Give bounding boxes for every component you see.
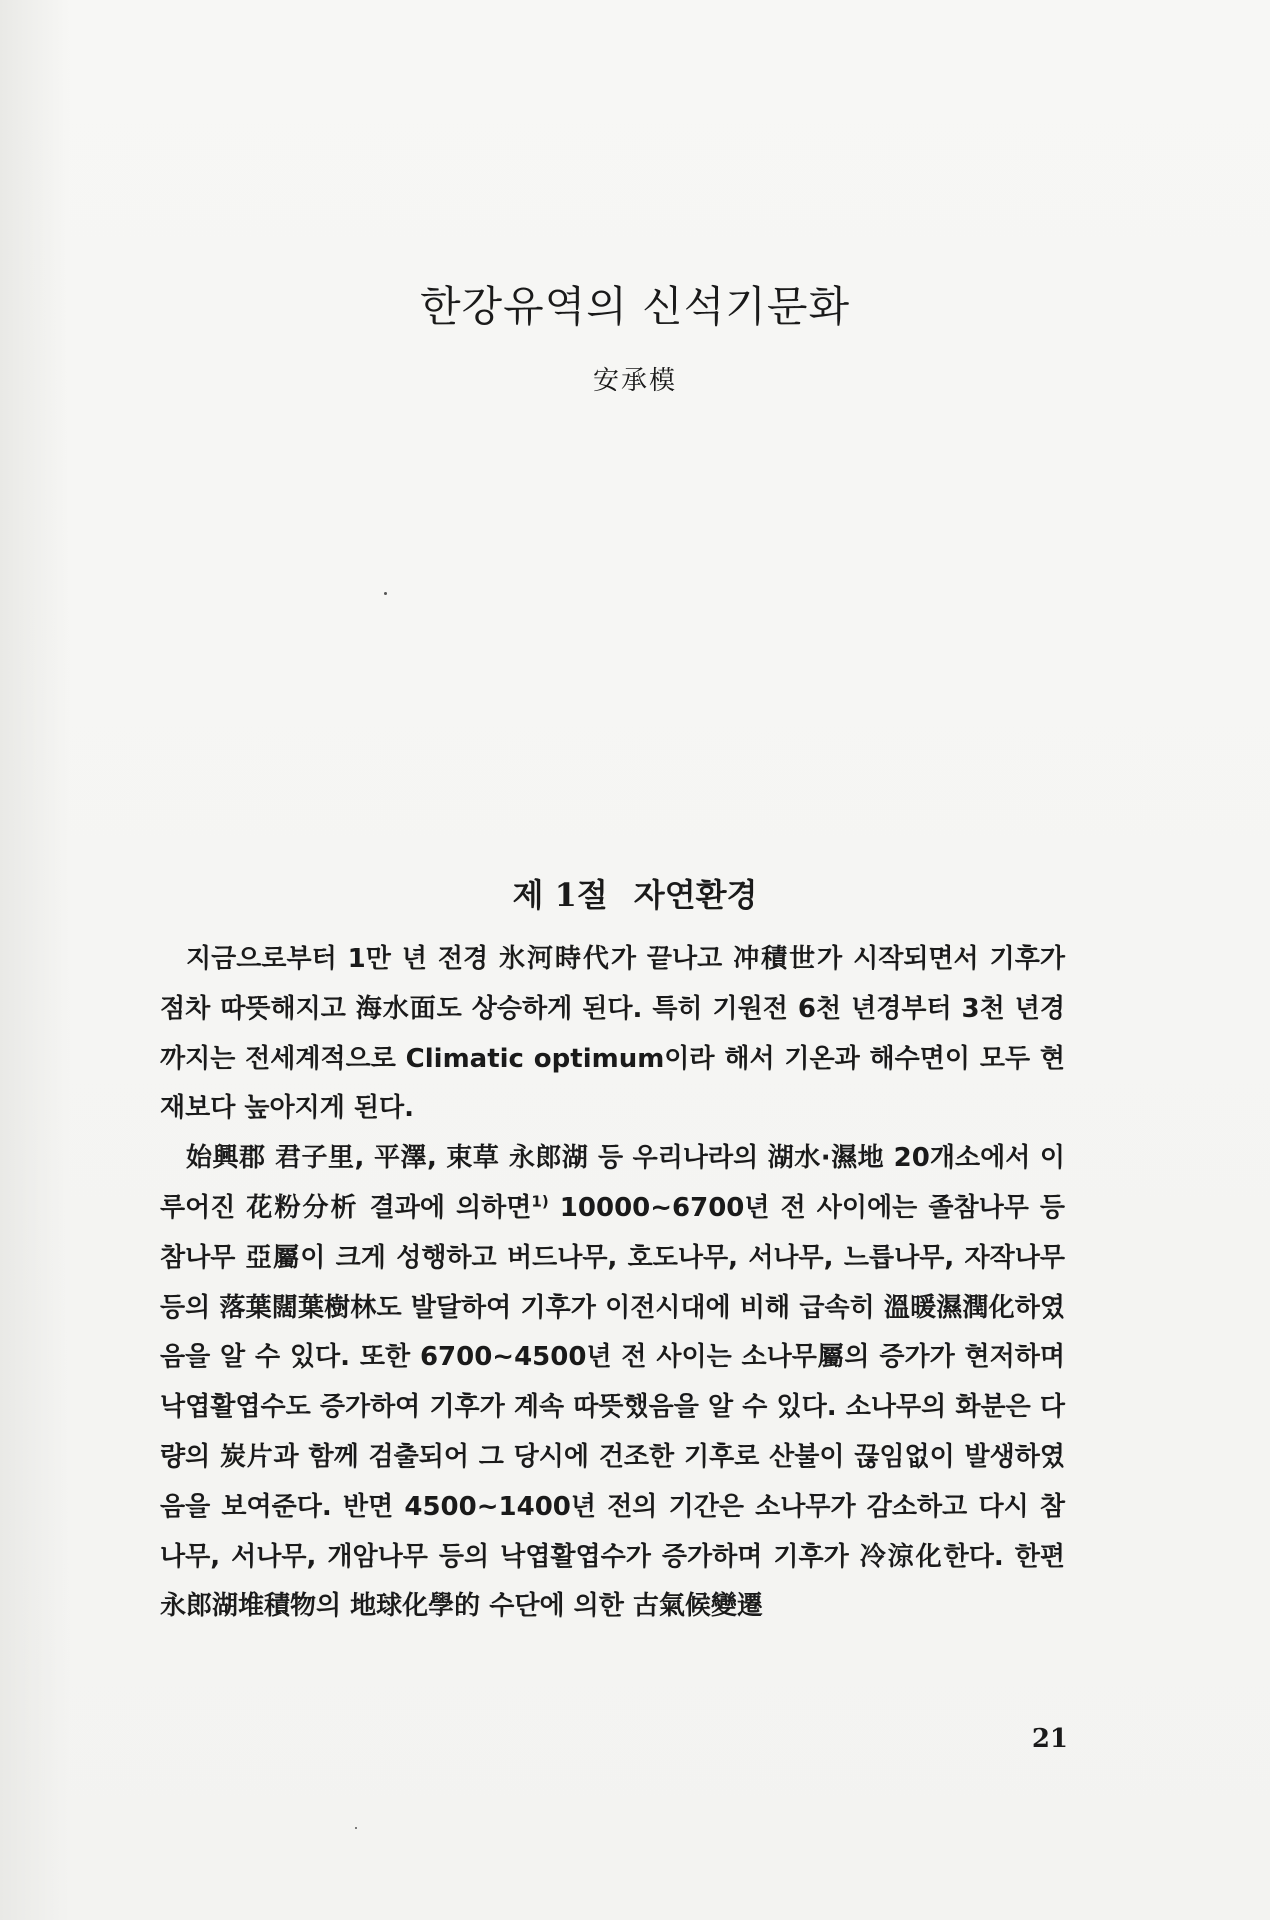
paragraph-2-part-2: 10000~6700년 전 사이에는 졸참나무 등 참나무 亞屬이 크게 성행하고 버드나무, 호도나무, 서나무, 느릅나무, 자작나무 등의 落葉闊葉樹林도 발달하여 기후가 이전시대에 비해 급속히 溫暖濕潤化하였음을 알 수 있다. 또한 6700~4500년 전 사이는 소나무屬의 증가가 현저하며 낙엽활엽수도 증가하여 기후가 계속 따뜻했음을 알 수 있다. 소나무의 화분은 다량의 炭片과 함께 검출되어 그 당시에 건조한 기후로 산불이 끊임없이 발생하였음을 보여준다. 반면 4500~1400년 전의 기간은 소나무가 감소하고 다시 참나무, 서나무, 개암나무 등의 낙엽활엽수가 증가하며 기후가 冷涼化한다. 한편 永郎湖堆積物의 地球化學的 수단에 의한 古氣候變遷 <box>160 1192 1066 1622</box>
paragraph-2 <box>160 1134 1065 1632</box>
paragraph-1: 지금으로부터 1만 년 전경 氷河時代가 끝나고 冲積世가 시작되면서 기후가 점차 따뜻해지고 海水面도 상승하게 된다. 특히 기원전 6천 년경부터 3천 년경까지는 전세계적으로 Climatic optimum이라 해서 기온과 해수면이 모두 현재보다 높아지게 된다. <box>160 944 1065 1124</box>
section-number: 제 1절 <box>512 875 608 914</box>
section-heading <box>0 870 1270 916</box>
paper-title: 한강유역의 신석기문화 <box>419 282 851 332</box>
scan-speck <box>384 592 387 595</box>
page-number: 21 <box>1031 1724 1068 1754</box>
author-name: 安承模 <box>592 366 677 396</box>
footnote-reference[interactable]: 1) <box>531 1192 549 1211</box>
body-text <box>160 935 1065 1632</box>
section-title: 자연환경 <box>633 875 758 914</box>
scan-speck <box>355 1827 357 1829</box>
paragraph-2-part-1: 始興郡 君子里, 平澤, 束草 永郎湖 등 우리나라의 湖水·濕地 20개소에서 이루어진 花粉分析 결과에 의하면 <box>160 1143 1065 1223</box>
